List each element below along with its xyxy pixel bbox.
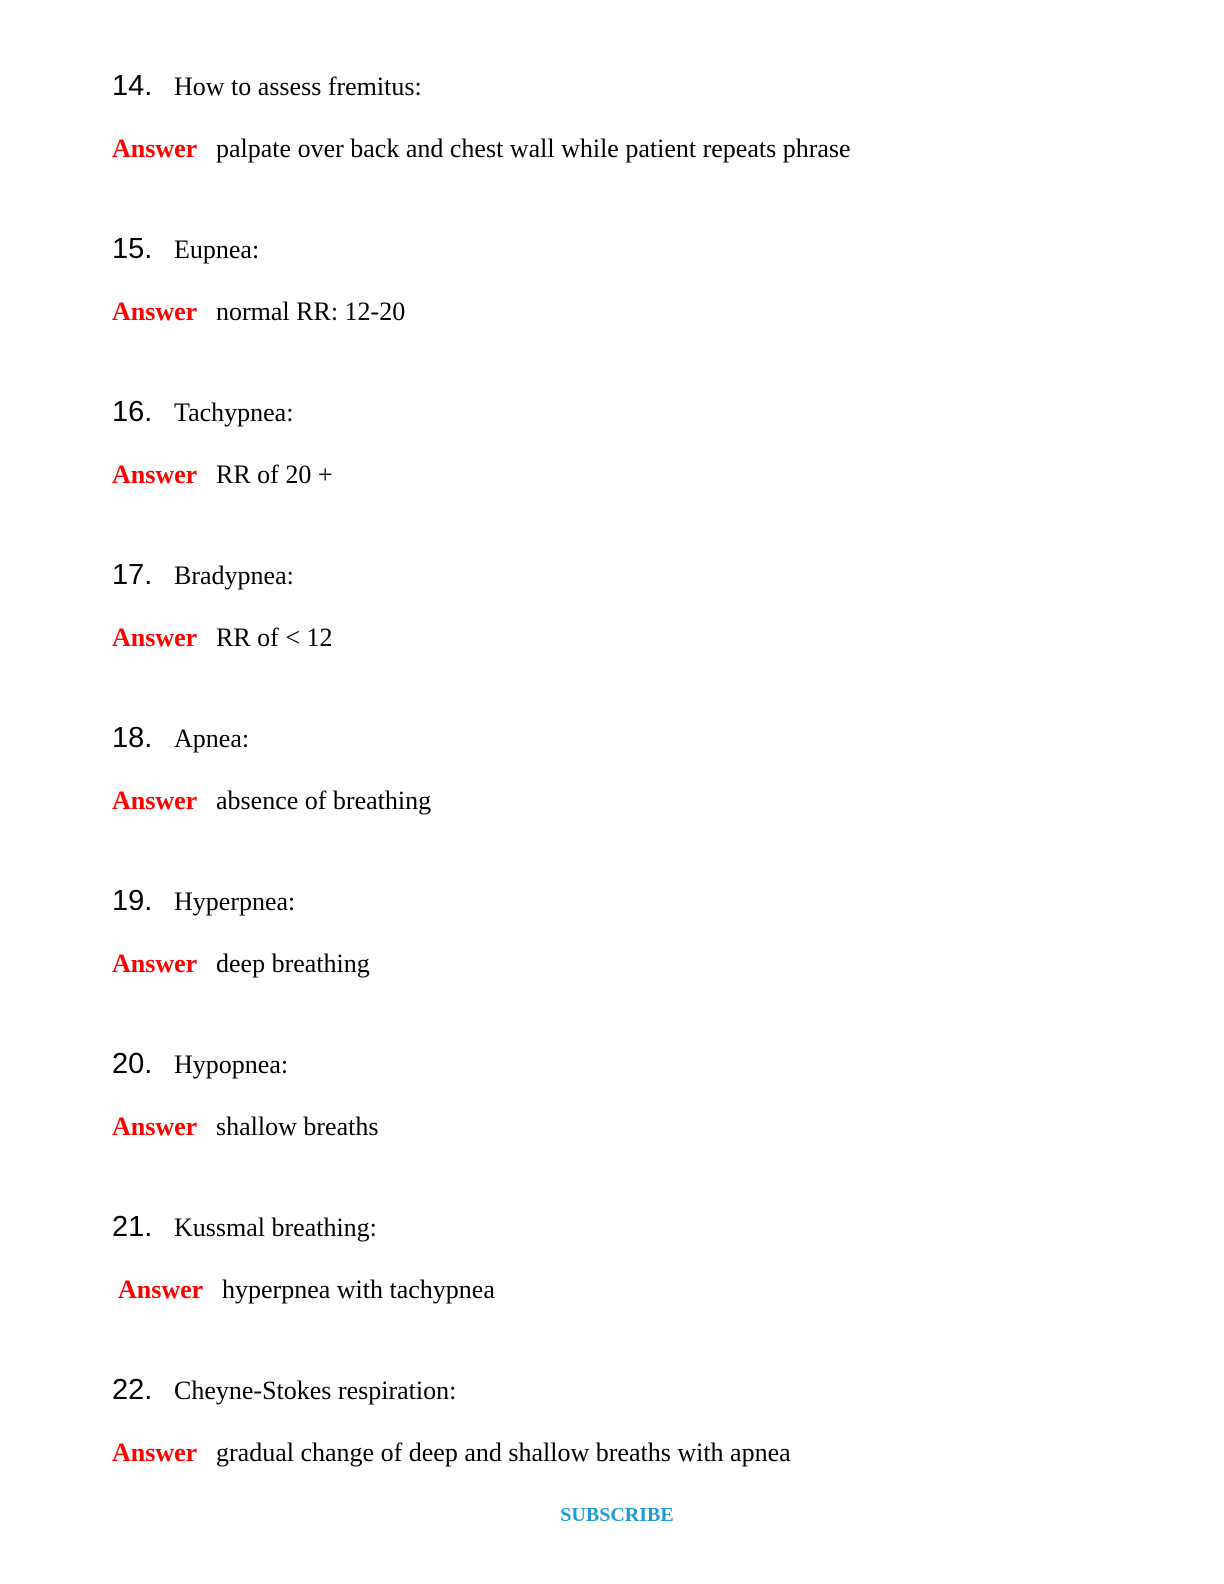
question-text: Tachypnea:	[174, 398, 294, 427]
answer-text: gradual change of deep and shallow breaths with apnea	[216, 1438, 791, 1467]
question-line	[112, 722, 1112, 762]
qa-item-18	[112, 722, 1112, 816]
question-number: 14.	[112, 70, 153, 102]
question-number: 22.	[112, 1374, 153, 1406]
question-line	[112, 1374, 1112, 1414]
answer-text: palpate over back and chest wall while patient repeats phrase	[216, 134, 851, 163]
qa-item-19	[112, 885, 1112, 979]
question-line	[112, 70, 1112, 110]
question-text: Hyperpnea:	[174, 887, 296, 916]
subscribe-link[interactable]: SUBSCRIBE	[560, 1504, 674, 1526]
question-text: Cheyne-Stokes respiration:	[174, 1376, 457, 1405]
answer-line	[112, 1438, 1112, 1468]
qa-item-15	[112, 233, 1112, 327]
answer-label: Answer	[112, 460, 198, 489]
answer-text: hyperpnea with tachypnea	[222, 1275, 495, 1304]
answer-label: Answer	[112, 623, 198, 652]
answer-label: Answer	[112, 786, 198, 815]
answer-line	[112, 786, 1112, 816]
answer-label: Answer	[112, 1438, 198, 1467]
question-number: 18.	[112, 722, 153, 754]
qa-item-21	[112, 1211, 1112, 1305]
answer-line	[112, 949, 1112, 979]
qa-item-22	[112, 1374, 1112, 1468]
question-line	[112, 885, 1112, 925]
question-number: 21.	[112, 1211, 153, 1243]
answer-text: RR of 20 +	[216, 460, 333, 489]
answer-label: Answer	[112, 134, 198, 163]
answer-line	[112, 297, 1112, 327]
question-text: Kussmal breathing:	[174, 1213, 377, 1242]
question-number: 15.	[112, 233, 153, 265]
question-text: Apnea:	[174, 724, 250, 753]
question-number: 20.	[112, 1048, 153, 1080]
answer-text: normal RR: 12-20	[216, 297, 406, 326]
question-line	[112, 1048, 1112, 1088]
answer-text: deep breathing	[216, 949, 370, 978]
answer-text: absence of breathing	[216, 786, 432, 815]
answer-line	[112, 460, 1112, 490]
question-number: 16.	[112, 396, 153, 428]
answer-label: Answer	[112, 949, 198, 978]
question-number: 17.	[112, 559, 153, 591]
question-text: How to assess fremitus:	[174, 72, 422, 101]
answer-text: shallow breaths	[216, 1112, 379, 1141]
answer-text: RR of < 12	[216, 623, 333, 652]
question-text: Hypopnea:	[174, 1050, 289, 1079]
answer-line	[112, 1112, 1112, 1142]
qa-item-20	[112, 1048, 1112, 1142]
answer-line	[112, 134, 1112, 164]
answer-label: Answer	[118, 1275, 204, 1304]
question-number: 19.	[112, 885, 153, 917]
question-line	[112, 396, 1112, 436]
answer-label: Answer	[112, 297, 198, 326]
question-line	[112, 559, 1112, 599]
qa-item-14	[112, 70, 1112, 164]
qa-item-17	[112, 559, 1112, 653]
qa-item-16	[112, 396, 1112, 490]
question-text: Bradypnea:	[174, 561, 294, 590]
answer-label: Answer	[112, 1112, 198, 1141]
answer-line	[112, 1275, 1112, 1305]
question-line	[112, 233, 1112, 273]
question-line	[112, 1211, 1112, 1251]
question-text: Eupnea:	[174, 235, 260, 264]
answer-line	[112, 623, 1112, 653]
